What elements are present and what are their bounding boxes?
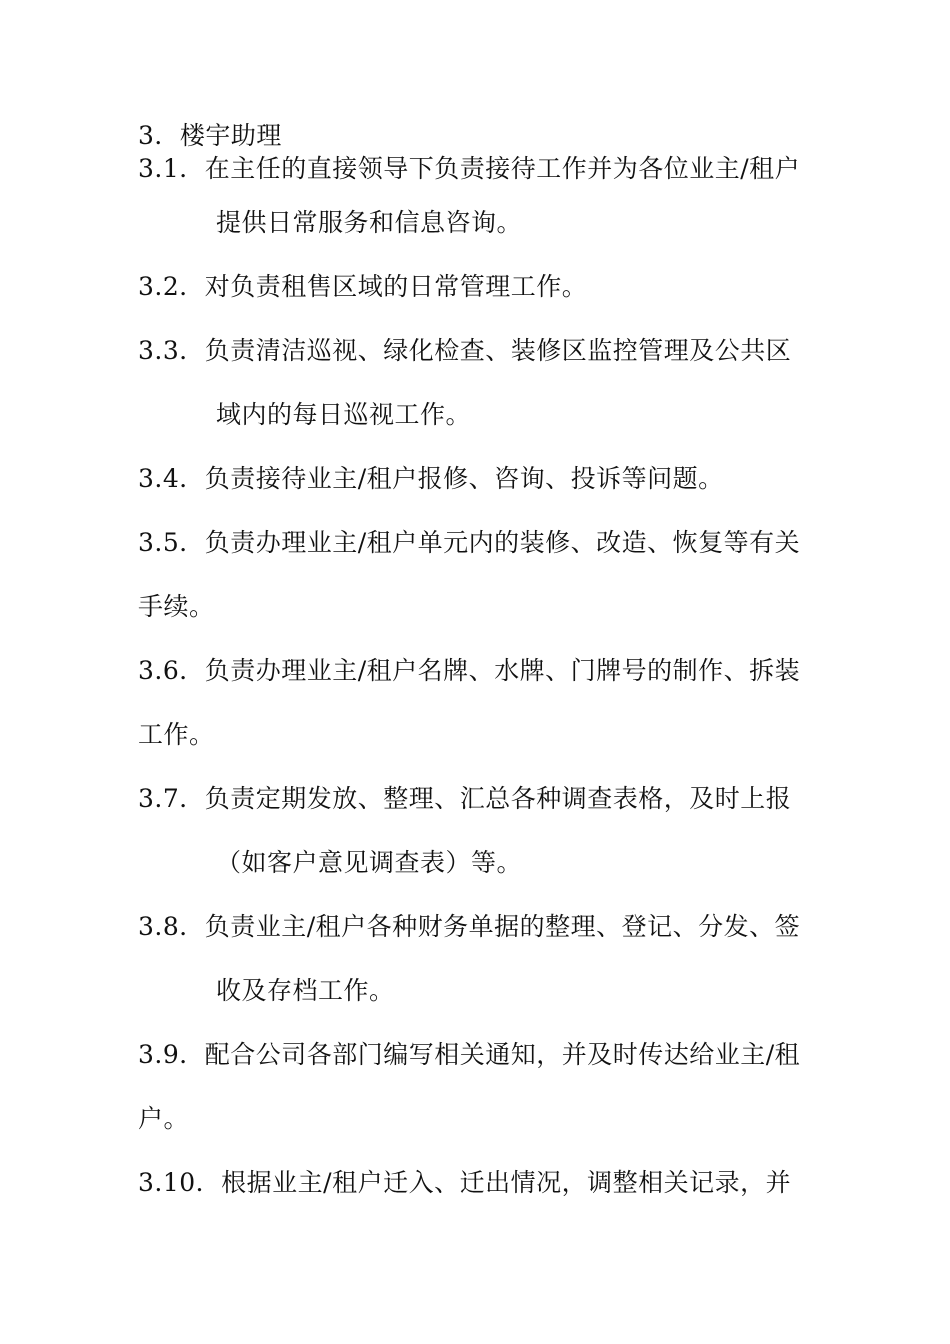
item-3-4: 3.4．负责接待业主/租户报修、咨询、投诉等问题。: [138, 464, 724, 493]
item-3-6-line-2: 工作。: [138, 720, 215, 749]
section-title: 3．楼宇助理: [138, 121, 282, 150]
item-3-1-line-2: 提供日常服务和信息咨询。: [216, 208, 523, 237]
item-3-5-line-1: 3.5．负责办理业主/租户单元内的装修、改造、恢复等有关: [138, 528, 801, 557]
item-3-6-line-1: 3.6．负责办理业主/租户名牌、水牌、门牌号的制作、拆装: [138, 656, 801, 685]
item-3-2: 3.2．对负责租售区域的日常管理工作。: [138, 272, 588, 301]
item-3-7-line-1: 3.7．负责定期发放、整理、汇总各种调查表格，及时上报: [138, 784, 792, 813]
item-3-7-line-2: （如客户意见调查表）等。: [216, 848, 523, 877]
item-3-3-line-2: 域内的每日巡视工作。: [216, 400, 472, 429]
item-3-3-line-1: 3.3．负责清洁巡视、绿化检查、装修区监控管理及公共区: [138, 336, 792, 365]
item-3-8-line-2: 收及存档工作。: [216, 976, 395, 1005]
item-3-5-line-2: 手续。: [138, 592, 215, 621]
item-3-9-line-2: 户。: [138, 1104, 190, 1133]
item-3-1-line-1: 3.1．在主任的直接领导下负责接待工作并为各位业主/租户: [138, 154, 801, 183]
item-3-8-line-1: 3.8．负责业主/租户各种财务单据的整理、登记、分发、签: [138, 912, 801, 941]
item-3-10-line-1: 3.10．根据业主/租户迁入、迁出情况，调整相关记录，并: [138, 1168, 792, 1197]
item-3-9-line-1: 3.9．配合公司各部门编写相关通知，并及时传达给业主/租: [138, 1040, 801, 1069]
